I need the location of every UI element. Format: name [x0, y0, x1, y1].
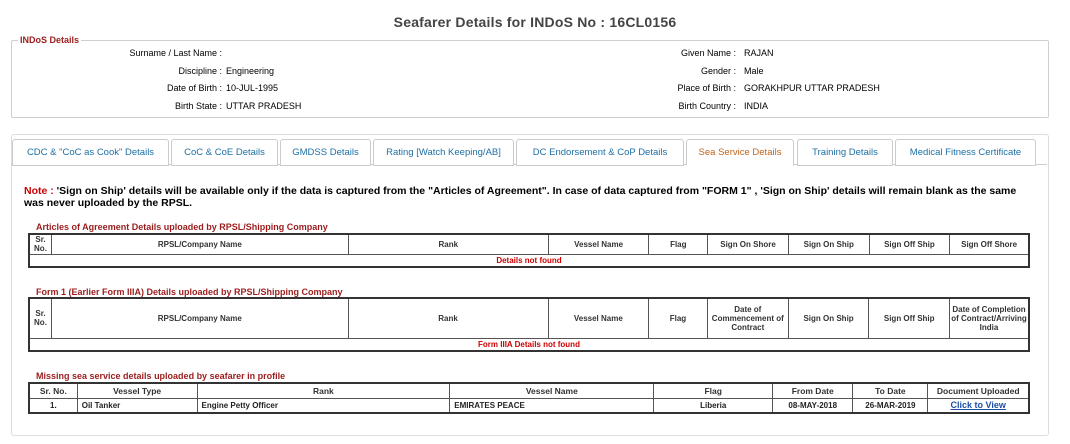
tab-training-details[interactable]: Training Details — [797, 139, 893, 166]
cell-from-date: 08-MAY-2018 — [773, 398, 853, 413]
note-prefix: Note : — [24, 185, 54, 197]
col-sr-no: Sr. No. — [29, 298, 51, 338]
surname-label: Surname / Last Name : — [129, 48, 222, 58]
col-sr-no: Sr. No. — [29, 234, 51, 254]
gender-label: Gender : — [700, 66, 736, 76]
gender-value: Male — [744, 66, 764, 76]
indos-legend: INDoS Details — [20, 35, 80, 45]
sea-service-note — [24, 185, 1034, 209]
tab-dc-endorsement[interactable]: DC Endorsement & CoP Details — [516, 139, 684, 166]
tab-gmdss-details[interactable]: GMDSS Details — [280, 139, 371, 166]
dob-value: 10-JUL-1995 — [226, 83, 279, 93]
cell-vessel-name: EMIRATES PEACE — [450, 398, 654, 413]
articles-not-found: Details not found — [29, 254, 1029, 267]
indos-row — [12, 83, 1048, 100]
col-to-date: To Date — [853, 383, 928, 398]
missing-legend: Missing sea service details uploaded by seafarer in profile — [36, 371, 286, 381]
given-name-label: Given Name : — [680, 48, 736, 58]
col-sign-on-ship: Sign On Ship — [788, 298, 869, 338]
col-flag: Flag — [649, 234, 708, 254]
form1-empty-row — [29, 338, 1029, 351]
col-vessel-name: Vessel Name — [450, 383, 654, 398]
missing-sea-service-table — [28, 382, 1030, 414]
articles-empty-row — [29, 254, 1029, 267]
click-to-view-link[interactable]: Click to View — [950, 400, 1006, 411]
tab-sea-service-details[interactable]: Sea Service Details — [686, 139, 794, 166]
col-sign-off-ship: Sign Off Ship — [869, 234, 950, 254]
col-date-completion: Date of Completion of Contract/Arriving India — [950, 298, 1029, 338]
col-rank: Rank — [197, 383, 450, 398]
tab-coc-coe-details[interactable]: CoC & CoE Details — [171, 139, 278, 166]
cell-document — [928, 398, 1029, 413]
col-rank: Rank — [348, 234, 548, 254]
birth-country-value: INDIA — [744, 101, 769, 111]
form1-not-found: Form IIIA Details not found — [29, 338, 1029, 351]
cell-flag: Liberia — [654, 398, 773, 413]
form1-table — [28, 297, 1030, 352]
birth-state-label: Birth State : — [174, 101, 222, 111]
col-flag: Flag — [649, 298, 708, 338]
col-date-commencement: Date of Commencement of Contract — [707, 298, 788, 338]
tab-rating-details[interactable]: Rating [Watch Keeping/AB] — [373, 139, 514, 166]
tab-medical-fitness[interactable]: Medical Fitness Certificate — [895, 139, 1036, 166]
dob-label: Date of Birth : — [166, 83, 222, 93]
discipline-label: Discipline : — [178, 66, 222, 76]
form1-header-row — [29, 298, 1029, 338]
col-sign-off-shore: Sign Off Shore — [950, 234, 1029, 254]
missing-header-row — [29, 383, 1029, 398]
cell-rank: Engine Petty Officer — [197, 398, 450, 413]
col-vessel-name: Vessel Name — [548, 234, 649, 254]
col-document-uploaded: Document Uploaded — [928, 383, 1029, 398]
col-rpsl-company: RPSL/Company Name — [51, 298, 348, 338]
place-of-birth-label: Place of Birth : — [677, 83, 736, 93]
col-flag: Flag — [654, 383, 773, 398]
articles-header-row — [29, 234, 1029, 254]
col-sign-on-shore: Sign On Shore — [708, 234, 789, 254]
col-rpsl-company: RPSL/Company Name — [51, 234, 348, 254]
cell-sr: 1. — [29, 398, 77, 413]
col-sign-on-ship: Sign On Ship — [788, 234, 869, 254]
table-row — [29, 398, 1029, 413]
place-of-birth-value: GORAKHPUR UTTAR PRADESH — [744, 83, 880, 93]
given-name-value: RAJAN — [744, 48, 774, 58]
cell-vessel-type: Oil Tanker — [77, 398, 197, 413]
cell-to-date: 26-MAR-2019 — [853, 398, 928, 413]
indos-details-panel — [11, 36, 1049, 118]
birth-state-value: UTTAR PRADESH — [226, 101, 302, 111]
tab-cdc-details[interactable]: CDC & "CoC as Cook" Details — [12, 139, 169, 166]
page-title: Seafarer Details for INDoS No : 16CL0156 — [393, 14, 677, 30]
birth-country-label: Birth Country : — [678, 101, 736, 111]
form1-legend: Form 1 (Earlier Form IIIA) Details uploaded by RPSL/Shipping Company — [36, 287, 343, 297]
col-from-date: From Date — [773, 383, 853, 398]
articles-table — [28, 233, 1030, 268]
col-sign-off-ship: Sign Off Ship — [869, 298, 950, 338]
indos-row — [12, 48, 1048, 65]
articles-legend: Articles of Agreement Details uploaded by RPSL/Shipping Company — [36, 222, 328, 232]
note-text: 'Sign on Ship' details will be available only if the data is captured from the "Articles of Agreement". In case of data captured from "FORM 1" , 'Sign on Ship' details will remain blank as the same was never uploaded by the RPSL. — [24, 185, 1017, 209]
indos-row — [12, 101, 1048, 118]
discipline-value: Engineering — [226, 66, 275, 76]
col-rank: Rank — [348, 298, 548, 338]
col-vessel-name: Vessel Name — [548, 298, 649, 338]
indos-row — [12, 66, 1048, 83]
col-vessel-type: Vessel Type — [77, 383, 197, 398]
col-sr-no: Sr. No. — [29, 383, 77, 398]
